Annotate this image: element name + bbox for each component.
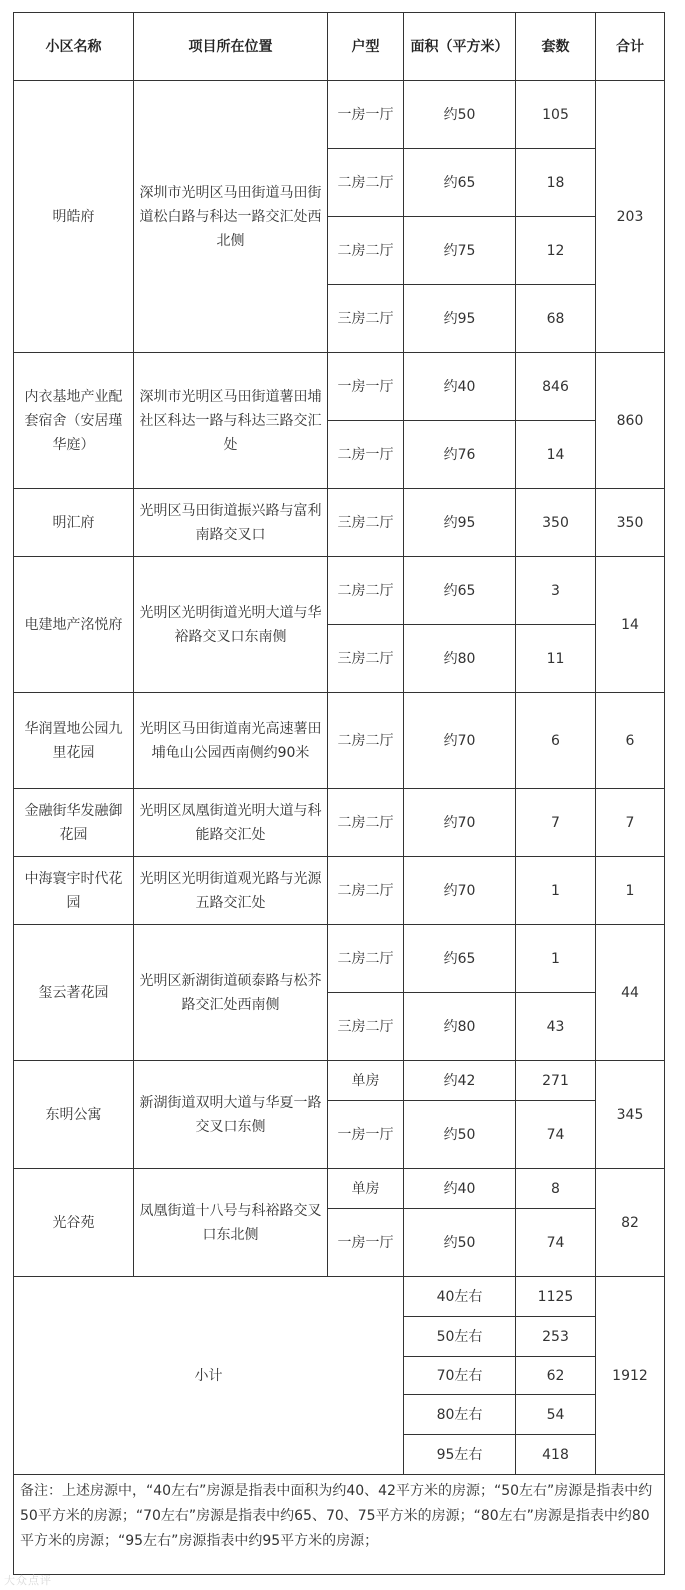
- project-name: 内衣基地产业配套宿舍（安居瑾华庭）: [14, 353, 134, 489]
- project-location: 光明区新湖街道硕泰路与松芥路交汇处西南侧: [134, 925, 328, 1061]
- project-location: 深圳市光明区马田街道薯田埔社区科达一路与科达三路交汇处: [134, 353, 328, 489]
- project-name: 明皓府: [14, 81, 134, 353]
- project-location: 光明区凤凰街道光明大道与科能路交汇处: [134, 789, 328, 857]
- unit-count: 18: [516, 149, 596, 217]
- unit-type: 一房一厅: [328, 1209, 404, 1277]
- unit-type: 一房一厅: [328, 1101, 404, 1169]
- subtotal-area: 40左右: [404, 1277, 516, 1317]
- subtotal-count: 418: [516, 1435, 596, 1475]
- unit-count: 43: [516, 993, 596, 1061]
- project-name: 金融街华发融御花园: [14, 789, 134, 857]
- project-location: 光明区光明街道光明大道与华裕路交叉口东南侧: [134, 557, 328, 693]
- unit-count: 271: [516, 1061, 596, 1101]
- project-total: 1: [596, 857, 665, 925]
- unit-area: 约40: [404, 353, 516, 421]
- unit-count: 1: [516, 857, 596, 925]
- header-location: 项目所在位置: [134, 13, 328, 81]
- table-row: [14, 1061, 665, 1101]
- unit-count: 846: [516, 353, 596, 421]
- note-row: [14, 1475, 665, 1575]
- unit-area: 约70: [404, 693, 516, 789]
- subtotal-count: 54: [516, 1395, 596, 1435]
- unit-area: 约80: [404, 625, 516, 693]
- unit-type: 二房二厅: [328, 557, 404, 625]
- unit-count: 1: [516, 925, 596, 993]
- unit-count: 74: [516, 1209, 596, 1277]
- unit-type: 一房一厅: [328, 81, 404, 149]
- unit-count: 8: [516, 1169, 596, 1209]
- project-name: 光谷苑: [14, 1169, 134, 1277]
- subtotal-total: 1912: [596, 1277, 665, 1475]
- unit-type: 三房二厅: [328, 625, 404, 693]
- project-location: 深圳市光明区马田街道马田街道松白路与科达一路交汇处西北侧: [134, 81, 328, 353]
- header-row: [14, 13, 665, 81]
- project-name: 电建地产洺悦府: [14, 557, 134, 693]
- project-total: 203: [596, 81, 665, 353]
- table-row: [14, 489, 665, 557]
- unit-area: 约42: [404, 1061, 516, 1101]
- unit-type: 二房二厅: [328, 149, 404, 217]
- project-total: 860: [596, 353, 665, 489]
- unit-area: 约50: [404, 1209, 516, 1277]
- table-row: [14, 693, 665, 789]
- subtotal-area: 95左右: [404, 1435, 516, 1475]
- unit-type: 三房二厅: [328, 285, 404, 353]
- project-total: 82: [596, 1169, 665, 1277]
- table-row: [14, 353, 665, 421]
- subtotal-row: [14, 1277, 665, 1317]
- project-total: 7: [596, 789, 665, 857]
- unit-area: 约65: [404, 557, 516, 625]
- note-text: 备注：上述房源中，“40左右”房源是指表中面积为约40、42平方米的房源；“50左右”房源是指表中约50平方米的房源；“70左右”房源是指表中约65、70、75平方米的房源；“80左右”房源是指表中约80平方米的房源；“95左右”房源指表中约95平方米的房源；: [14, 1475, 665, 1575]
- project-location: 光明区马田街道南光高速薯田埔龟山公园西南侧约90米: [134, 693, 328, 789]
- project-name: 玺云著花园: [14, 925, 134, 1061]
- watermark: 大众点评: [4, 1574, 52, 1587]
- unit-count: 7: [516, 789, 596, 857]
- unit-count: 6: [516, 693, 596, 789]
- unit-type: 一房一厅: [328, 353, 404, 421]
- subtotal-area: 70左右: [404, 1357, 516, 1395]
- unit-type: 二房二厅: [328, 789, 404, 857]
- unit-count: 11: [516, 625, 596, 693]
- unit-area: 约65: [404, 149, 516, 217]
- table-row: [14, 789, 665, 857]
- table-row: [14, 81, 665, 149]
- unit-area: 约75: [404, 217, 516, 285]
- subtotal-count: 1125: [516, 1277, 596, 1317]
- project-location: 新湖街道双明大道与华夏一路交叉口东侧: [134, 1061, 328, 1169]
- table-row: [14, 857, 665, 925]
- project-location: 凤凰街道十八号与科裕路交叉口东北侧: [134, 1169, 328, 1277]
- unit-count: 105: [516, 81, 596, 149]
- unit-area: 约70: [404, 857, 516, 925]
- project-total: 44: [596, 925, 665, 1061]
- unit-area: 约76: [404, 421, 516, 489]
- unit-area: 约40: [404, 1169, 516, 1209]
- table-row: [14, 925, 665, 993]
- header-area: 面积（平方米）: [404, 13, 516, 81]
- project-name: 华润置地公园九里花园: [14, 693, 134, 789]
- unit-count: 14: [516, 421, 596, 489]
- project-name: 东明公寓: [14, 1061, 134, 1169]
- table-body: [14, 81, 665, 1575]
- unit-type: 三房二厅: [328, 993, 404, 1061]
- unit-count: 12: [516, 217, 596, 285]
- unit-type: 单房: [328, 1061, 404, 1101]
- unit-type: 单房: [328, 1169, 404, 1209]
- project-total: 6: [596, 693, 665, 789]
- subtotal-area: 50左右: [404, 1317, 516, 1357]
- housing-table: [13, 12, 665, 1575]
- table-row: [14, 1169, 665, 1209]
- unit-type: 二房二厅: [328, 925, 404, 993]
- unit-type: 二房二厅: [328, 693, 404, 789]
- project-name: 明汇府: [14, 489, 134, 557]
- subtotal-label: 小计: [14, 1277, 404, 1475]
- project-location: 光明区光明街道观光路与光源五路交汇处: [134, 857, 328, 925]
- unit-area: 约80: [404, 993, 516, 1061]
- project-total: 350: [596, 489, 665, 557]
- unit-area: 约95: [404, 489, 516, 557]
- unit-type: 二房二厅: [328, 857, 404, 925]
- unit-area: 约70: [404, 789, 516, 857]
- unit-count: 3: [516, 557, 596, 625]
- unit-type: 三房二厅: [328, 489, 404, 557]
- unit-area: 约95: [404, 285, 516, 353]
- project-total: 345: [596, 1061, 665, 1169]
- unit-area: 约50: [404, 1101, 516, 1169]
- header-name: 小区名称: [14, 13, 134, 81]
- header-count: 套数: [516, 13, 596, 81]
- project-name: 中海寰宇时代花园: [14, 857, 134, 925]
- unit-area: 约50: [404, 81, 516, 149]
- project-location: 光明区马田街道振兴路与富利南路交叉口: [134, 489, 328, 557]
- unit-count: 68: [516, 285, 596, 353]
- unit-count: 350: [516, 489, 596, 557]
- unit-type: 二房一厅: [328, 421, 404, 489]
- unit-type: 二房二厅: [328, 217, 404, 285]
- header-total: 合计: [596, 13, 665, 81]
- table-row: [14, 557, 665, 625]
- project-total: 14: [596, 557, 665, 693]
- subtotal-count: 62: [516, 1357, 596, 1395]
- subtotal-area: 80左右: [404, 1395, 516, 1435]
- header-type: 户型: [328, 13, 404, 81]
- unit-area: 约65: [404, 925, 516, 993]
- subtotal-count: 253: [516, 1317, 596, 1357]
- unit-count: 74: [516, 1101, 596, 1169]
